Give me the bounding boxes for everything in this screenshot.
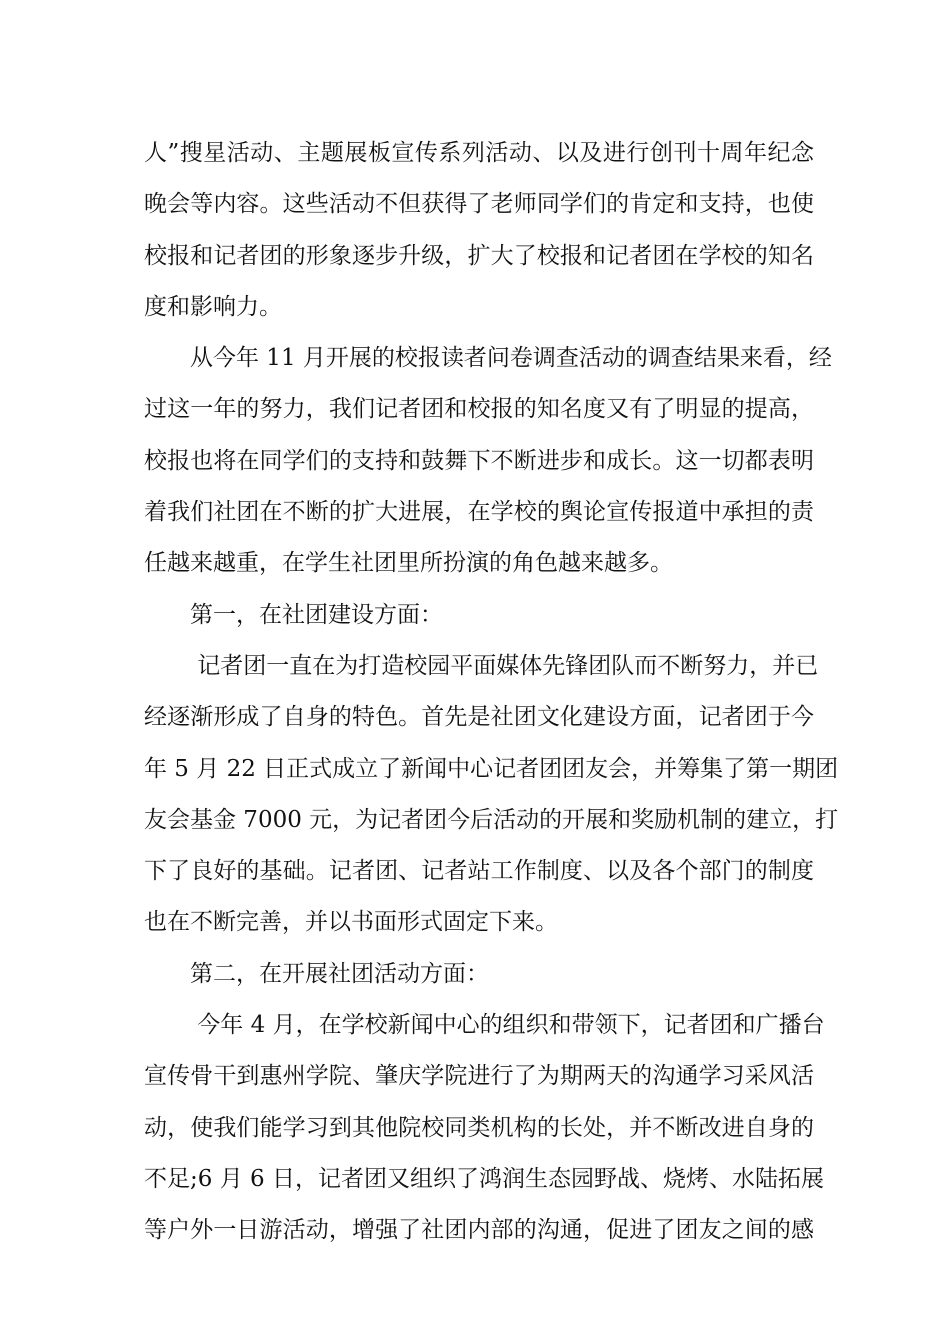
text-line: 经逐渐形成了自身的特色。首先是社团文化建设方面，记者团于今 — [144, 704, 814, 731]
text-line: 过这一年的努力，我们记者团和校报的知名度又有了明显的提高， — [144, 396, 814, 423]
text-line: 下了良好的基础。记者团、记者站工作制度、以及各个部门的制度 — [144, 858, 814, 885]
section-heading: 第二，在开展社团活动方面： — [190, 960, 489, 987]
body-text — [144, 128, 839, 1257]
text-line: 任越来越重，在学生社团里所扮演的角色越来越多。 — [144, 550, 673, 577]
text-line: 年 5 月 22 日正式成立了新闻中心记者团团友会，并筹集了第一期团 — [144, 755, 839, 782]
text-line: 也在不断完善，并以书面形式固定下来。 — [144, 909, 558, 936]
text-line: 友会基金 7000 元，为记者团今后活动的开展和奖励机制的建立，打 — [144, 806, 839, 833]
text-line: 动，使我们能学习到其他院校同类机构的长处，并不断改进自身的 — [144, 1114, 814, 1141]
text-line: 等户外一日游活动，增强了社团内部的沟通，促进了团友之间的感 — [144, 1217, 814, 1244]
text-line: 度和影响力。 — [144, 293, 282, 320]
text-line: 着我们社团在不断的扩大进展，在学校的舆论宣传报道中承担的责 — [144, 499, 814, 526]
section-heading: 第一，在社团建设方面： — [190, 601, 443, 628]
text-line: 宣传骨干到惠州学院、肇庆学院进行了为期两天的沟通学习采风活 — [144, 1063, 814, 1090]
text-line: 人”搜星活动、主题展板宣传系列活动、以及进行创刊十周年纪念 — [144, 140, 814, 166]
text-line: 不足;6 月 6 日，记者团又组织了鸿润生态园野战、烧烤、水陆拓展 — [144, 1165, 824, 1192]
text-line: 从今年 11 月开展的校报读者问卷调查活动的调查结果来看，经 — [190, 345, 832, 372]
text-line: 晚会等内容。这些活动不但获得了老师同学们的肯定和支持，也使 — [144, 191, 814, 218]
text-line: 校报和记者团的形象逐步升级，扩大了校报和记者团在学校的知名 — [144, 242, 814, 269]
text-line: 校报也将在同学们的支持和鼓舞下不断进步和成长。这一切都表明 — [144, 447, 814, 474]
text-line: 记者团一直在为打造校园平面媒体先锋团队而不断努力，并已 — [190, 652, 819, 679]
text-line: 今年 4 月，在学校新闻中心的组织和带领下，记者团和广播台 — [190, 1012, 825, 1039]
